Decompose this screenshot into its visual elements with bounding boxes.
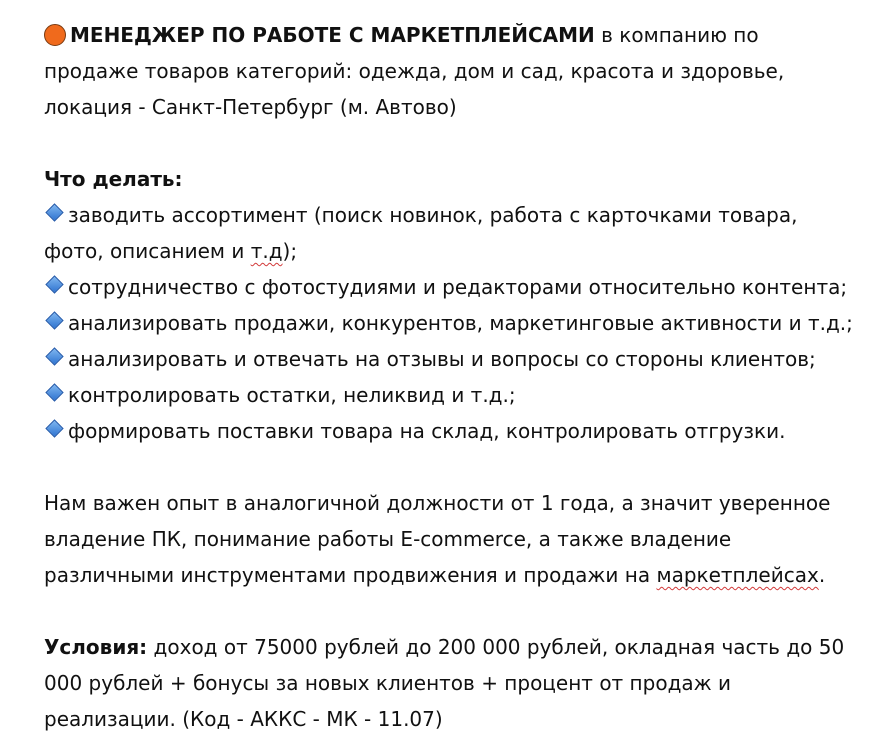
task-item: сотрудничество с фотостудиями и редакторами относительно контента; — [44, 269, 864, 305]
task-item: анализировать и отвечать на отзывы и вопросы со стороны клиентов; — [44, 341, 864, 377]
vacancy-post — [44, 17, 864, 737]
diamond-icon — [45, 203, 63, 221]
title-paragraph — [44, 17, 864, 125]
conditions-line: 000 рублей + бонусы за новых клиентов + процент от продаж и — [44, 671, 732, 695]
job-title: МЕНЕДЖЕР ПО РАБОТЕ С МАРКЕТПЛЕЙСАМИ — [70, 23, 595, 47]
requirements-line: Нам важен опыт в аналогичной должности от 1 года, а значит уверенное — [44, 491, 831, 515]
spellcheck-marked-word: маркетплейсах — [656, 563, 819, 587]
tasks-section — [44, 161, 864, 449]
task-item-continuation: фото, описанием и т.д); — [44, 239, 298, 263]
spellcheck-marked-word: т.д — [250, 239, 283, 263]
diamond-icon — [45, 275, 63, 293]
task-item: заводить ассортимент (поиск новинок, работа с карточками товара, — [44, 197, 864, 233]
diamond-icon — [45, 311, 63, 329]
title-line-1 — [44, 17, 864, 53]
diamond-icon — [45, 347, 63, 365]
conditions-line: реализации. (Код - АККС - МК - 11.07) — [44, 707, 443, 731]
orange-circle-icon — [44, 24, 66, 46]
task-item: контролировать остатки, неликвид и т.д.; — [44, 377, 864, 413]
diamond-icon — [45, 383, 63, 401]
tasks-heading: Что делать: — [44, 167, 183, 191]
diamond-icon — [45, 419, 63, 437]
requirements-line: владение ПК, понимание работы E-commerce, а также владение — [44, 527, 732, 551]
conditions-label: Условия: — [44, 635, 148, 659]
requirements-line: различными инструментами продвижения и продажи на маркетплейсах. — [44, 563, 826, 587]
title-line-3: локация - Санкт-Петербург (м. Автово) — [44, 95, 457, 119]
title-rest: в компанию по — [594, 23, 759, 47]
requirements-paragraph — [44, 485, 864, 593]
title-line-2: продаже товаров категорий: одежда, дом и сад, красота и здоровье, — [44, 59, 785, 83]
conditions-paragraph — [44, 629, 864, 737]
task-item: формировать поставки товара на склад, контролировать отгрузки. — [44, 413, 864, 449]
task-item: анализировать продажи, конкурентов, маркетинговые активности и т.д.; — [44, 305, 864, 341]
conditions-line: Условия: доход от 75000 рублей до 200 000 рублей, окладная часть до 50 — [44, 635, 845, 659]
